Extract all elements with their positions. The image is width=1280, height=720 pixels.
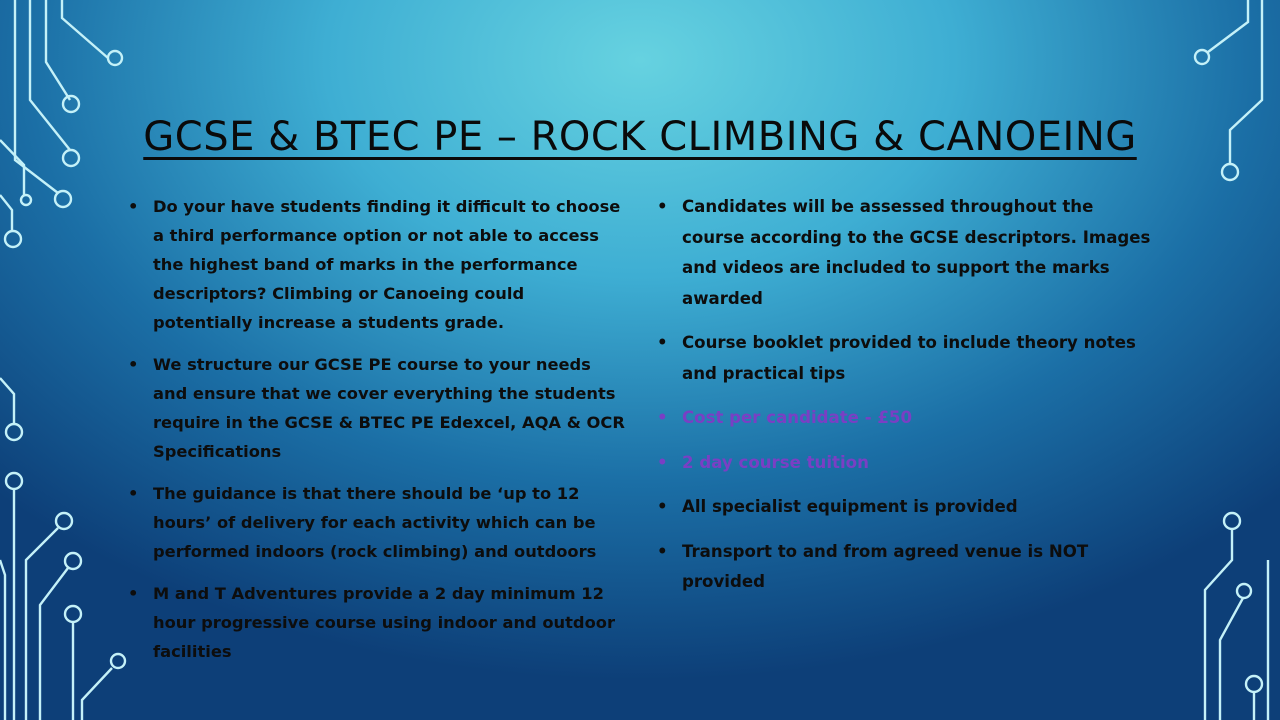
tuition-item: • 2 day course tuition xyxy=(657,448,1157,479)
bullet-icon: • xyxy=(657,497,668,516)
list-item: • Do your have students finding it difficult to choose a third performance option or not able to access the highest band of marks in the performance descriptors? Climbing or Canoeing could potentially increase a students grade. xyxy=(128,192,628,337)
slide-title: GCSE & BTEC PE – ROCK CLIMBING & CANOEING xyxy=(143,114,1137,160)
bullet-icon: • xyxy=(657,197,668,216)
list-item: • Transport to and from agreed venue is NOT provided xyxy=(657,537,1157,598)
list-item: • We structure our GCSE PE course to your needs and ensure that we cover everything the students require in the GCSE & BTEC PE Edexcel, AQA & OCR Specifications xyxy=(128,350,628,466)
bullet-icon: • xyxy=(657,408,668,427)
list-item: • Candidates will be assessed throughout the course according to the GCSE descriptors. Images and videos are included to support the marks awarded xyxy=(657,192,1157,314)
right-bullet-list xyxy=(657,192,1157,612)
list-item: • The guidance is that there should be ‘up to 12 hours’ of delivery for each activity which can be performed indoors (rock climbing) and outdoors xyxy=(128,479,628,566)
bullet-icon: • xyxy=(128,484,139,503)
list-item: • M and T Adventures provide a 2 day minimum 12 hour progressive course using indoor and outdoor facilities xyxy=(128,579,628,666)
bullet-icon: • xyxy=(128,355,139,374)
list-item: • All specialist equipment is provided xyxy=(657,492,1157,523)
bullet-icon: • xyxy=(657,541,668,561)
left-bullet-list xyxy=(128,192,628,679)
bullet-icon: • xyxy=(657,333,668,352)
bullet-icon: • xyxy=(128,584,139,603)
bullet-icon: • xyxy=(657,452,668,472)
cost-item: • Cost per candidate - £50 xyxy=(657,403,1157,434)
bullet-icon: • xyxy=(128,197,139,216)
list-item: • Course booklet provided to include theory notes and practical tips xyxy=(657,328,1157,389)
